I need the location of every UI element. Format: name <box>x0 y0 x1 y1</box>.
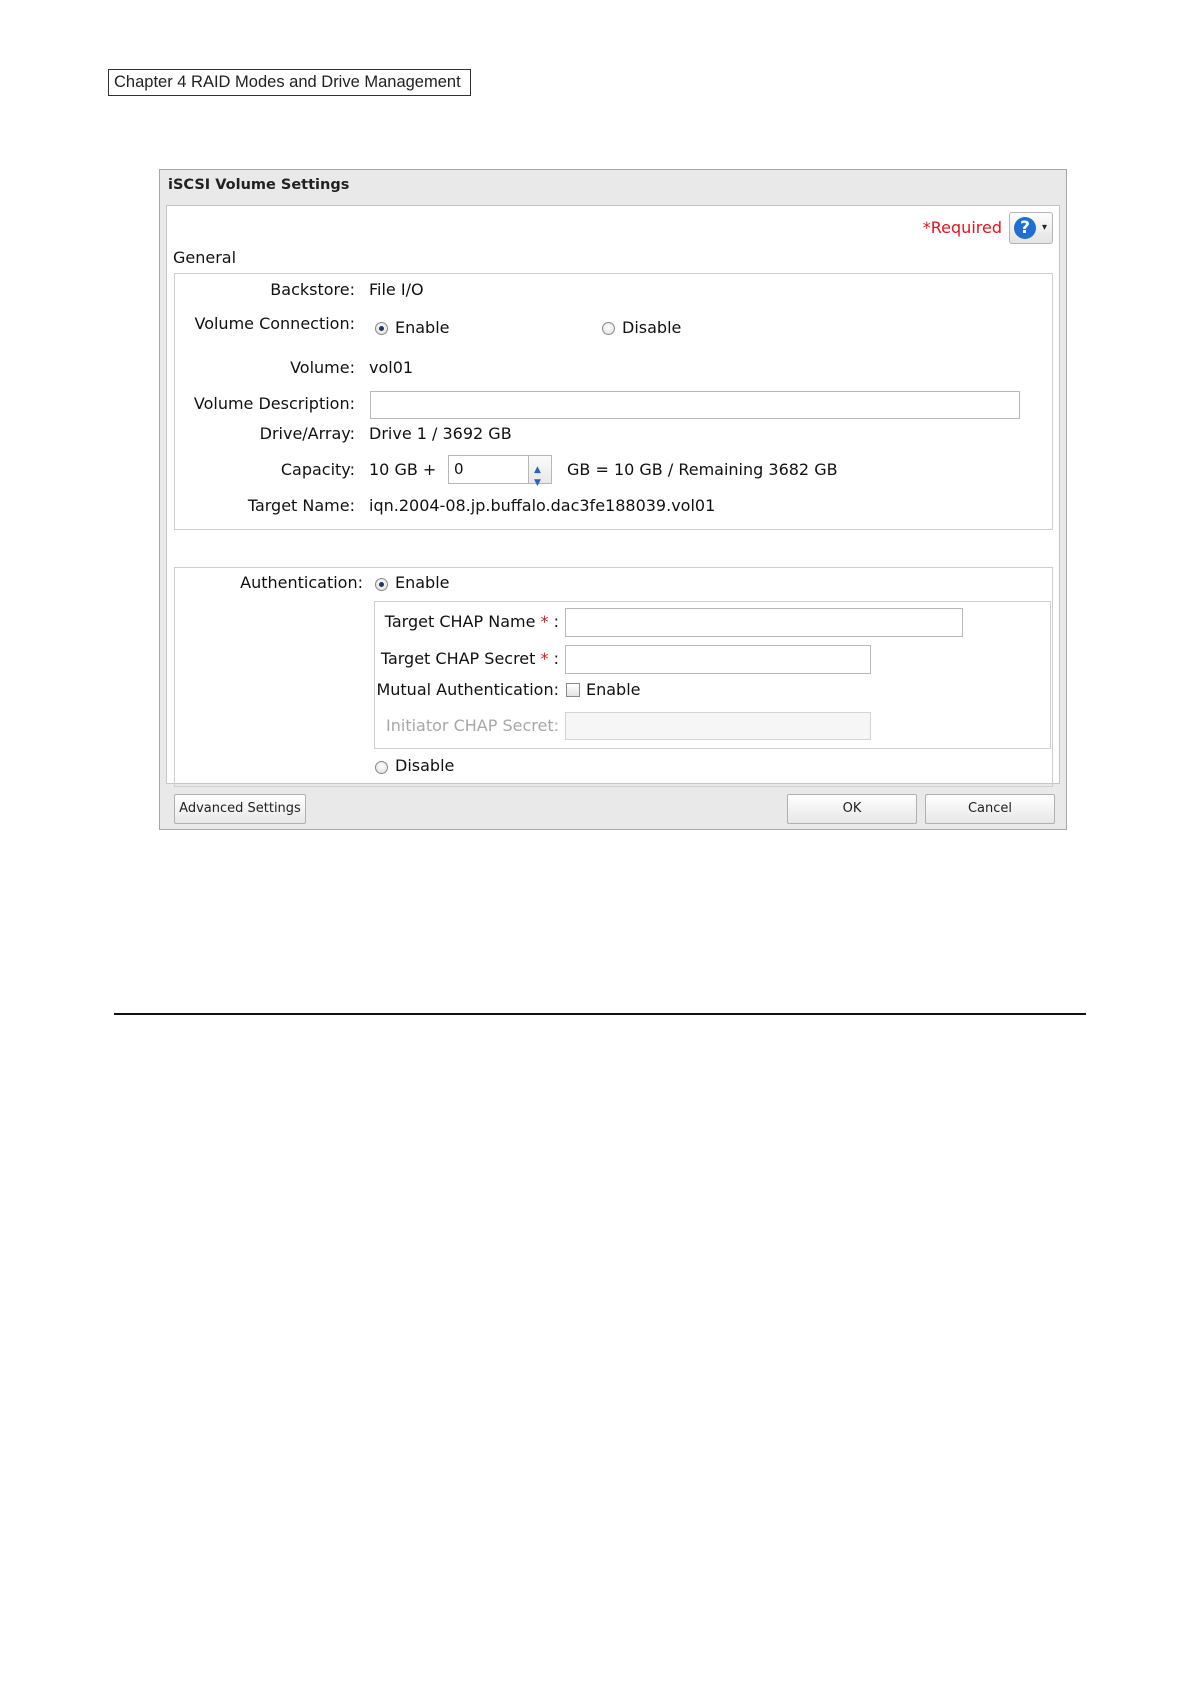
help-button[interactable] <box>1009 212 1053 244</box>
target-name-label: Target Name: <box>247 496 355 515</box>
drive-array-value: Drive 1 / 3692 GB <box>369 424 512 443</box>
help-icon: ? <box>1014 217 1036 239</box>
chap-settings-group <box>374 601 1051 749</box>
target-chap-name-text: Target CHAP Name <box>384 612 536 631</box>
iscsi-volume-settings-dialog <box>159 169 1067 830</box>
general-fieldset <box>174 273 1053 530</box>
authentication-enable-label: Enable <box>395 573 450 592</box>
volume-connection-disable-radio[interactable] <box>602 322 615 335</box>
volume-label: Volume: <box>290 358 355 377</box>
authentication-disable-radio[interactable] <box>375 761 388 774</box>
chevron-down-icon: ▾ <box>1041 222 1047 233</box>
colon: : <box>553 612 559 631</box>
mutual-authentication-enable-label: Enable <box>586 680 641 699</box>
advanced-settings-button[interactable]: Advanced Settings <box>174 794 306 824</box>
target-chap-name-input[interactable] <box>565 608 963 637</box>
chevron-down-icon[interactable]: ▼ <box>534 478 541 488</box>
ok-button[interactable]: OK <box>787 794 917 824</box>
target-chap-name-label <box>385 612 559 631</box>
authentication-label: Authentication: <box>240 573 363 592</box>
target-name-value: iqn.2004-08.jp.buffalo.dac3fe188039.vol01 <box>369 496 716 515</box>
volume-connection-enable-radio[interactable] <box>375 322 388 335</box>
capacity-input-value: 0 <box>454 460 464 478</box>
capacity-label: Capacity: <box>280 460 355 479</box>
authentication-disable-label: Disable <box>395 756 455 775</box>
volume-value: vol01 <box>369 358 414 377</box>
capacity-suffix: GB = 10 GB / Remaining 3682 GB <box>567 460 838 479</box>
capacity-prefix: 10 GB + <box>369 460 437 479</box>
colon: : <box>553 649 559 668</box>
cancel-button[interactable]: Cancel <box>925 794 1055 824</box>
volume-connection-disable-label: Disable <box>622 318 682 337</box>
required-star: * <box>540 649 549 668</box>
required-star: * <box>540 612 549 631</box>
target-chap-secret-input[interactable] <box>565 645 871 674</box>
backstore-label: Backstore: <box>270 280 355 299</box>
mutual-authentication-checkbox[interactable] <box>566 683 580 697</box>
drive-array-label: Drive/Array: <box>259 424 355 443</box>
backstore-value: File I/O <box>369 280 424 299</box>
dialog-title: iSCSI Volume Settings <box>168 177 350 193</box>
volume-connection-enable-label: Enable <box>395 318 450 337</box>
chevron-up-icon[interactable]: ▲ <box>534 465 541 475</box>
section-general-label: General <box>173 248 237 267</box>
authentication-enable-radio[interactable] <box>375 578 388 591</box>
volume-description-input[interactable] <box>370 391 1020 419</box>
volume-connection-label: Volume Connection: <box>194 314 355 333</box>
page-divider <box>114 1013 1086 1015</box>
capacity-stepper[interactable] <box>448 455 552 488</box>
target-chap-secret-text: Target CHAP Secret <box>380 649 536 668</box>
stepper-arrows[interactable] <box>528 456 551 488</box>
volume-description-label: Volume Description: <box>193 394 355 413</box>
required-note: *Required <box>922 218 1002 237</box>
chapter-header: Chapter 4 RAID Modes and Drive Management <box>108 69 471 96</box>
target-chap-secret-label <box>381 649 559 668</box>
mutual-authentication-label: Mutual Authentication: <box>376 680 559 699</box>
dialog-body <box>166 205 1060 784</box>
initiator-chap-secret-label: Initiator CHAP Secret: <box>386 716 559 735</box>
initiator-chap-secret-input[interactable] <box>565 712 871 740</box>
